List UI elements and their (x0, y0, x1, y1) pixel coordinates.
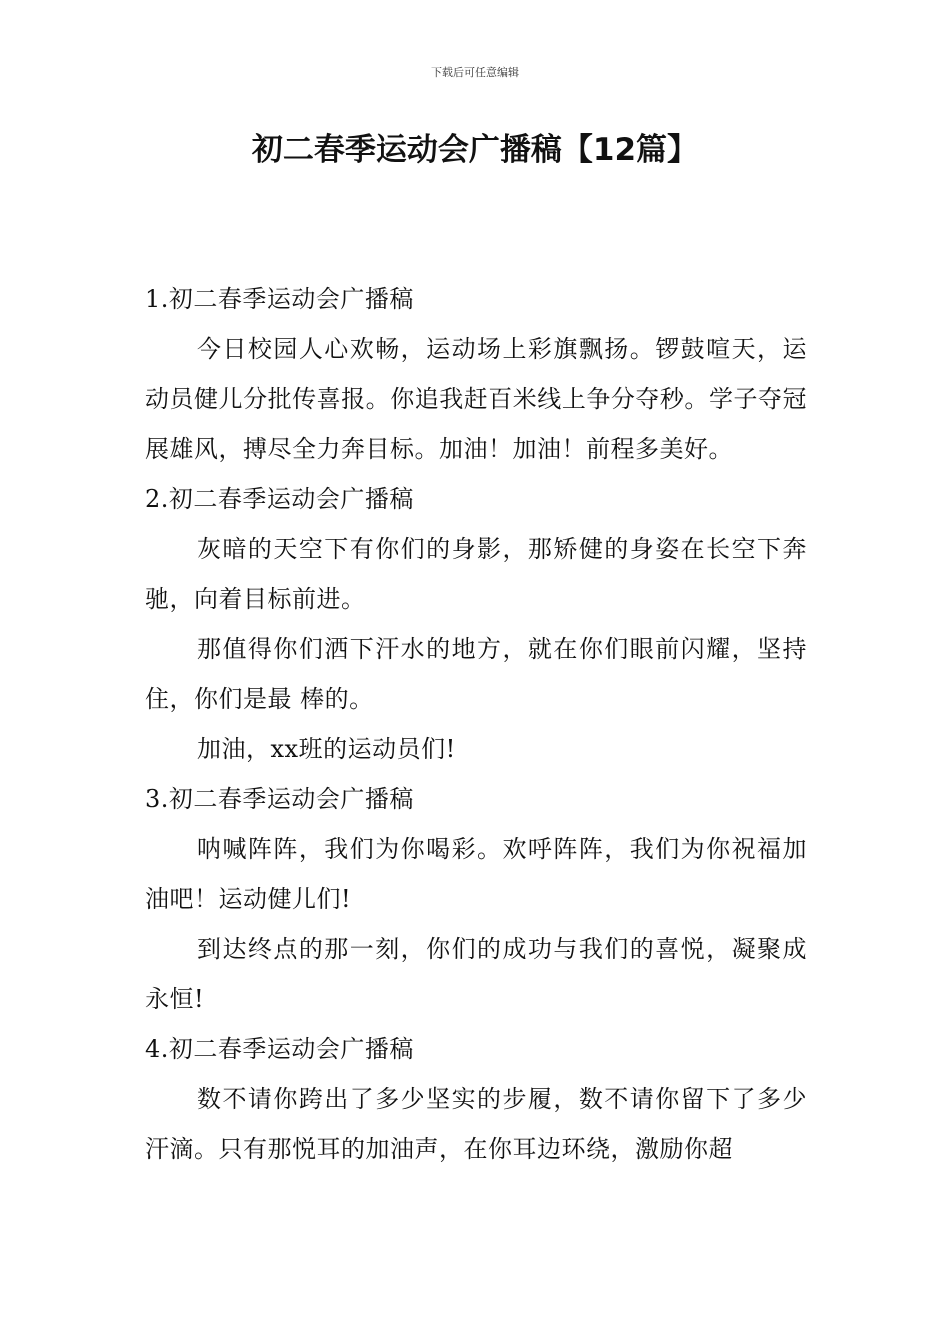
document-body (145, 274, 807, 1174)
paragraph: 呐喊阵阵，我们为你喝彩。欢呼阵阵，我们为你祝福加油吧！运动健儿们! (145, 835, 807, 913)
paragraph: 数不请你跨出了多少坚实的步履，数不请你留下了多少汗滴。只有那悦耳的加油声，在你耳边环绕，激励你超 (145, 1085, 807, 1163)
section-heading: 1.初二春季运动会广播稿 (145, 285, 414, 313)
paragraph: 灰暗的天空下有你们的身影，那矫健的身姿在长空下奔驰，向着目标前进。 (145, 535, 807, 613)
section-heading: 2.初二春季运动会广播稿 (145, 485, 414, 513)
section-4 (145, 1024, 807, 1174)
section-heading: 3.初二春季运动会广播稿 (145, 785, 414, 813)
paragraph: 到达终点的那一刻，你们的成功与我们的喜悦，凝聚成永恒! (145, 935, 807, 1013)
section-1 (145, 274, 807, 474)
paragraph: 今日校园人心欢畅，运动场上彩旗飘扬。锣鼓喧天，运动员健儿分批传喜报。你追我赶百米线上争分夺秒。学子夺冠展雄风，搏尽全力奔目标。加油！加油！前程多美好。 (145, 335, 807, 463)
section-heading: 4.初二春季运动会广播稿 (145, 1035, 414, 1063)
section-2 (145, 474, 807, 774)
section-3 (145, 774, 807, 1024)
paragraph: 那值得你们洒下汗水的地方，就在你们眼前闪耀，坚持住，你们是最 棒的。 (145, 635, 807, 713)
header-note: 下载后可任意编辑 (431, 66, 519, 79)
paragraph: 加油，xx班的运动员们! (197, 735, 456, 763)
document-title: 初二春季运动会广播稿【12篇】 (251, 132, 699, 168)
